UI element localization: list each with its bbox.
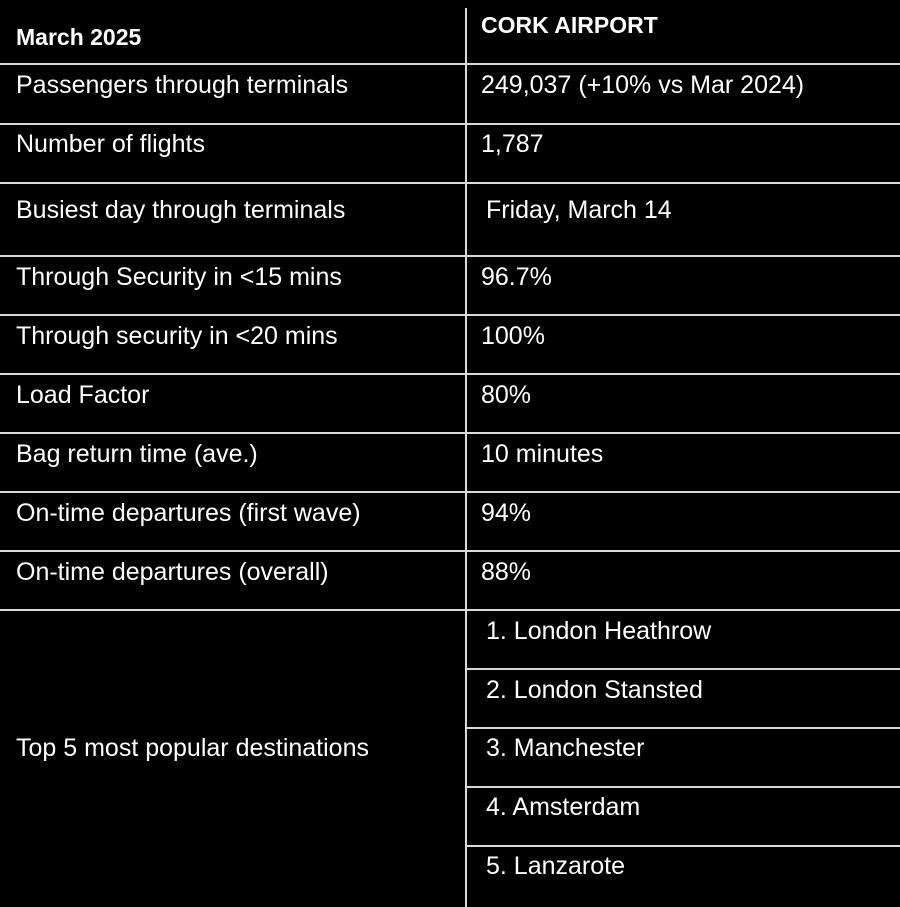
metric-label: Through Security in <15 mins [16, 263, 342, 291]
metric-value: 249,037 (+10% vs Mar 2024) [481, 71, 805, 99]
metric-value: 88% [481, 558, 532, 586]
row-divider [0, 314, 900, 316]
row-divider [0, 432, 900, 434]
metric-label: Busiest day through terminals [16, 196, 346, 224]
destination-divider [465, 845, 900, 847]
metric-label: Load Factor [16, 381, 150, 409]
metric-value: 80% [481, 381, 532, 409]
metric-value: 100% [481, 322, 545, 350]
destination-divider [465, 668, 900, 670]
destinations-label: Top 5 most popular destinations [16, 734, 369, 762]
metric-label: Number of flights [16, 130, 205, 158]
destination-item: 3. Manchester [486, 734, 645, 762]
header-month: March 2025 [16, 24, 142, 50]
row-divider [0, 373, 900, 375]
metric-label: Through security in <20 mins [16, 322, 338, 350]
destination-item: 2. London Stansted [486, 676, 703, 704]
row-divider [0, 550, 900, 552]
metric-value: 10 minutes [481, 440, 604, 468]
metric-label: On-time departures (overall) [16, 558, 329, 586]
metric-value: 94% [481, 499, 532, 527]
row-divider [0, 123, 900, 125]
row-divider [0, 63, 900, 65]
destination-item: 5. Lanzarote [486, 852, 625, 880]
metric-label: On-time departures (first wave) [16, 499, 361, 527]
metric-value: 96.7% [481, 263, 552, 291]
destination-item: 4. Amsterdam [486, 793, 641, 821]
destination-divider [465, 786, 900, 788]
row-divider [0, 491, 900, 493]
row-divider [0, 609, 900, 611]
destination-item: 1. London Heathrow [486, 617, 712, 645]
metric-value: Friday, March 14 [486, 196, 672, 224]
row-divider [0, 255, 900, 257]
row-divider [0, 182, 900, 184]
column-divider [465, 8, 467, 907]
metric-label: Passengers through terminals [16, 71, 349, 99]
metric-label: Bag return time (ave.) [16, 440, 258, 468]
metric-value: 1,787 [481, 130, 544, 158]
header-airport: CORK AIRPORT [481, 12, 658, 38]
destination-divider [465, 727, 900, 729]
